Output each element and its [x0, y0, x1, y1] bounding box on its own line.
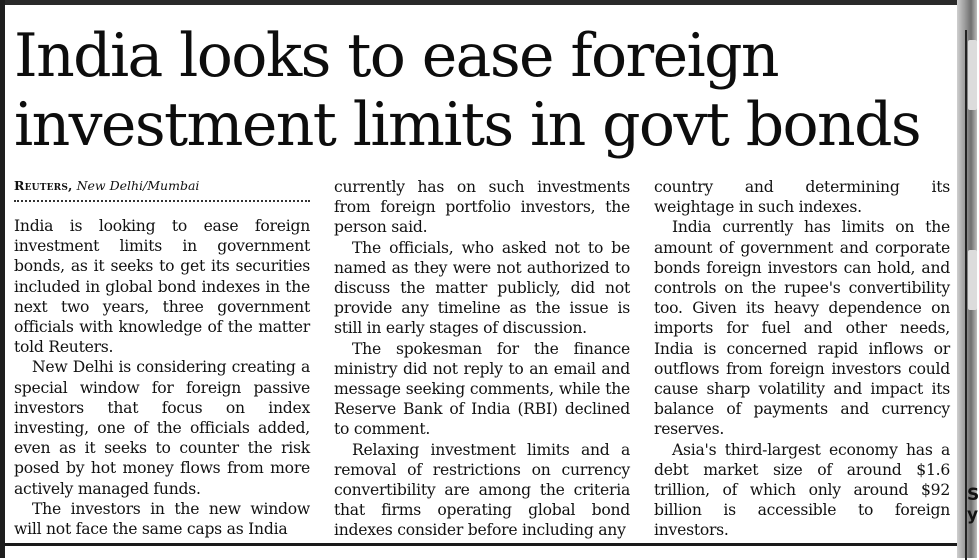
article-column-1 — [14, 216, 310, 539]
headline-line-1: India looks to ease foreign — [14, 21, 778, 91]
adjacent-photo-fragment — [968, 250, 977, 310]
byline — [14, 178, 199, 194]
byline-agency: Reuters, — [14, 178, 73, 193]
page-left-edge — [0, 0, 5, 558]
paragraph: Relaxing investment limits and a removal of restrictions on currency convertibility are among the criteria that firms operating global bond indexes consider before including any — [334, 440, 630, 540]
headline-line-2: investment limits in govt bonds — [14, 90, 921, 160]
paragraph: India currently has limits on the amount of government and corporate bonds foreign investors can hold, and controls on the rupee's convertibility too. Given its heavy dependence on imports for fuel and other needs, India is concerned rapid inflows or outflows from foreign investors could cause sharp volatility and impact its balance of payments and currency reserves. — [654, 218, 950, 439]
byline-divider — [14, 200, 310, 202]
paragraph: The spokesman for the finance ministry did not reply to an email and message seeking comments, while the Reserve Bank of India (RBI) declined to comment. — [334, 339, 630, 439]
paragraph: Asia's third-largest economy has a debt market size of around $1.6 trillion, of which only around $92 billion is accessible to foreign investors. — [654, 440, 950, 540]
byline-dateline: New Delhi/Mumbai — [76, 178, 200, 193]
article-column-2 — [334, 177, 630, 541]
paragraph: currently has on such investments from foreign portfolio investors, the person said. — [334, 178, 630, 237]
adjacent-text-fragment: y — [967, 505, 979, 525]
adjacent-column-rule — [965, 30, 967, 560]
adjacent-text-fragment: S — [967, 485, 979, 505]
paragraph: country and determining its weightage in such indexes. — [654, 178, 950, 217]
adjacent-article-strip — [957, 0, 977, 558]
article-column-3 — [654, 177, 950, 541]
paragraph: New Delhi is considering creating a special window for foreign passive investors that focus on index investing, one of the officials added, even as it seeks to counter the risk posed by hot money flows from more actively managed funds. — [14, 358, 310, 498]
paragraph: The officials, who asked not to be named as they were not authorized to discuss the matter publicly, did not provide any timeline as the issue is still in early stages of discussion. — [334, 238, 630, 338]
bottom-rule — [5, 543, 957, 546]
paragraph: The investors in the new window will not face the same caps as India — [14, 499, 310, 539]
headline — [14, 22, 954, 160]
paragraph: India is looking to ease foreign investment limits in government bonds, as it seeks to get its securities included in global bond indexes in the next two years, three government officials with knowledge of the matter told Reuters. — [14, 217, 310, 357]
adjacent-photo-fragment — [968, 40, 977, 110]
top-rule — [0, 0, 977, 5]
